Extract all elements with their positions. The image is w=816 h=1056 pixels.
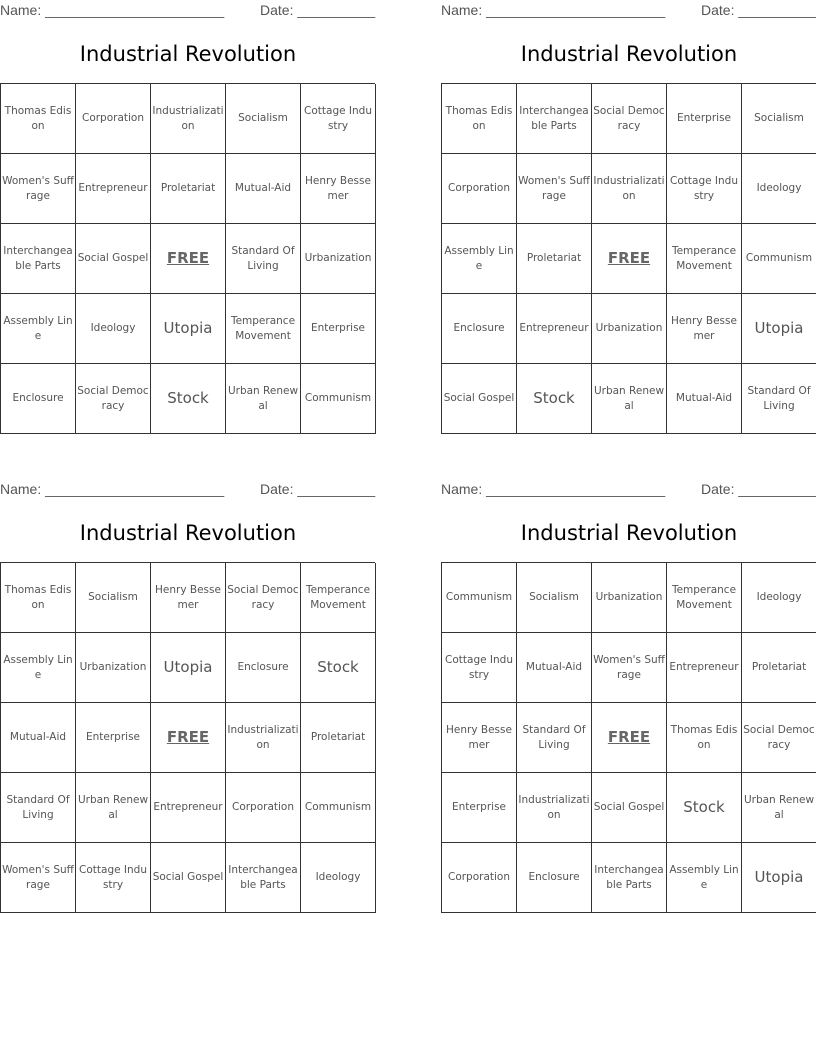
bingo-cell[interactable] (301, 84, 376, 154)
bingo-cell[interactable] (226, 633, 301, 703)
bingo-cell-text: Communism (304, 392, 372, 404)
bingo-cell-text: Thomas Edison (4, 583, 72, 611)
bingo-grid (0, 83, 375, 434)
bingo-cell[interactable] (226, 703, 301, 773)
bingo-cell[interactable] (742, 843, 816, 913)
bingo-cell-text: Industrialization (152, 104, 224, 132)
bingo-cell[interactable] (667, 224, 742, 294)
bingo-cell[interactable] (76, 294, 151, 364)
bingo-cell-text: Mutual-Aid (525, 661, 583, 673)
bingo-cell[interactable] (742, 364, 816, 434)
bingo-cell-text: Communism (445, 591, 513, 603)
bingo-cell[interactable] (442, 773, 517, 843)
bingo-cell[interactable] (76, 84, 151, 154)
bingo-cell-text: Communism (745, 252, 813, 264)
bingo-cell[interactable] (517, 224, 592, 294)
bingo-cell[interactable] (667, 563, 742, 633)
bingo-cell[interactable] (226, 84, 301, 154)
bingo-cell[interactable] (301, 364, 376, 434)
bingo-cell[interactable] (592, 843, 667, 913)
bingo-cell-text: Thomas Edison (670, 723, 738, 751)
bingo-cell[interactable] (592, 154, 667, 224)
bingo-cell[interactable] (517, 563, 592, 633)
bingo-cell[interactable] (301, 154, 376, 224)
name-date-line (441, 481, 816, 499)
bingo-cell-text: Mutual-Aid (9, 731, 67, 743)
bingo-cell-text: Cottage Industry (79, 863, 147, 891)
bingo-cell-text: Socialism (754, 112, 804, 124)
bingo-cell-text: Urban Renewal (227, 384, 299, 412)
bingo-grid (0, 562, 375, 913)
date-field[interactable]: Date: __________ (260, 2, 376, 18)
bingo-cell[interactable] (517, 773, 592, 843)
bingo-cell-text: Entrepreneur (669, 661, 739, 673)
date-field[interactable]: Date: __________ (701, 2, 816, 18)
bingo-cell[interactable] (442, 294, 517, 364)
card-title: Industrial Revolution (79, 42, 297, 66)
bingo-cell[interactable] (442, 633, 517, 703)
bingo-cell[interactable] (667, 294, 742, 364)
bingo-cell-text: Social Gospel (77, 252, 149, 264)
bingo-cell-text: Assembly Line (444, 244, 514, 272)
bingo-cell[interactable] (1, 84, 76, 154)
bingo-cell[interactable] (226, 843, 301, 913)
bingo-cell-text: Enclosure (528, 871, 580, 883)
bingo-cell[interactable] (76, 703, 151, 773)
bingo-cell[interactable] (1, 843, 76, 913)
bingo-cell-text: Interchangeable Parts (228, 863, 298, 891)
bingo-cell[interactable] (742, 224, 816, 294)
bingo-cell[interactable] (667, 84, 742, 154)
bingo-cell-text: Urbanization (304, 252, 372, 264)
bingo-cell-text: Enterprise (85, 731, 140, 743)
bingo-cell[interactable] (592, 773, 667, 843)
bingo-cell-text: Enterprise (310, 322, 365, 334)
bingo-cell-text: Enclosure (453, 322, 505, 334)
bingo-cell-text: Social Democracy (227, 583, 299, 611)
bingo-cell[interactable] (592, 563, 667, 633)
bingo-cell-text: Women's Suffrage (593, 653, 665, 681)
bingo-cell[interactable] (151, 773, 226, 843)
bingo-cell[interactable] (442, 154, 517, 224)
bingo-cell[interactable] (592, 364, 667, 434)
bingo-cell[interactable] (742, 703, 816, 773)
bingo-cell-text: Cottage Industry (670, 174, 738, 202)
bingo-cell[interactable] (442, 84, 517, 154)
bingo-cell[interactable] (76, 633, 151, 703)
bingo-cell-text: Urban Renewal (593, 384, 665, 412)
bingo-cell-text: Enterprise (451, 801, 506, 813)
name-field[interactable]: Name: _______________________ (441, 481, 666, 497)
bingo-cell-text: Enclosure (237, 661, 289, 673)
bingo-cell[interactable] (226, 224, 301, 294)
bingo-cell[interactable] (442, 703, 517, 773)
bingo-cell[interactable] (667, 364, 742, 434)
bingo-cell[interactable] (442, 563, 517, 633)
bingo-cell[interactable] (442, 843, 517, 913)
bingo-cell-text: Stock (317, 658, 359, 676)
bingo-cell-text: Assembly Line (669, 863, 739, 891)
bingo-cell-text: Assembly Line (3, 314, 73, 342)
bingo-cell[interactable] (151, 294, 226, 364)
bingo-cell-text: Social Gospel (152, 871, 224, 883)
bingo-cell-text: Assembly Line (3, 653, 73, 681)
bingo-cell[interactable] (76, 224, 151, 294)
bingo-cell[interactable] (517, 633, 592, 703)
bingo-cell-text: Henry Bessemer (446, 723, 512, 751)
bingo-cell-text: Cottage Industry (304, 104, 372, 132)
date-field[interactable]: Date: __________ (701, 481, 816, 497)
bingo-cell-text: Socialism (529, 591, 579, 603)
bingo-cell[interactable] (151, 633, 226, 703)
bingo-cell[interactable] (1, 703, 76, 773)
bingo-cell-text: FREE (166, 249, 210, 267)
bingo-cell-text: Urbanization (79, 661, 147, 673)
bingo-cell-text: Stock (683, 798, 725, 816)
bingo-cell[interactable] (301, 843, 376, 913)
bingo-cell[interactable] (151, 154, 226, 224)
bingo-cell[interactable] (742, 633, 816, 703)
bingo-cell[interactable] (667, 773, 742, 843)
name-date-line (0, 481, 376, 499)
bingo-cell-text: Proletariat (160, 182, 216, 194)
bingo-cell[interactable] (76, 154, 151, 224)
bingo-cell-text: Industrialization (593, 174, 665, 202)
bingo-cell-text: Social Gospel (443, 392, 515, 404)
bingo-cell-text: Urbanization (595, 591, 663, 603)
bingo-cell[interactable] (1, 633, 76, 703)
bingo-cell-text: Socialism (238, 112, 288, 124)
bingo-cell-text: Thomas Edison (4, 104, 72, 132)
bingo-cell[interactable] (226, 773, 301, 843)
bingo-cell-text: Ideology (756, 591, 802, 603)
free-space-cell[interactable] (592, 224, 667, 294)
bingo-cell-text: Urban Renewal (77, 793, 149, 821)
bingo-cell-text: Utopia (163, 658, 213, 676)
bingo-cell[interactable] (742, 84, 816, 154)
bingo-cell-text: Mutual-Aid (234, 182, 292, 194)
bingo-cell-text: Interchangeable Parts (594, 863, 664, 891)
bingo-cell-text: Temperance Movement (305, 583, 371, 611)
date-field[interactable]: Date: __________ (260, 481, 376, 497)
bingo-cell-text: Henry Bessemer (155, 583, 221, 611)
bingo-cell[interactable] (517, 843, 592, 913)
bingo-cell-text: FREE (166, 728, 210, 746)
free-space-cell[interactable] (592, 703, 667, 773)
bingo-cell[interactable] (151, 84, 226, 154)
bingo-cell[interactable] (151, 364, 226, 434)
bingo-cell[interactable] (592, 84, 667, 154)
bingo-cell-text: Industrialization (518, 793, 590, 821)
bingo-cell[interactable] (76, 773, 151, 843)
bingo-cell[interactable] (667, 633, 742, 703)
bingo-cell[interactable] (151, 563, 226, 633)
bingo-cell[interactable] (226, 154, 301, 224)
bingo-cell[interactable] (301, 224, 376, 294)
name-date-line (0, 2, 376, 20)
bingo-cell-text: Corporation (447, 182, 511, 194)
bingo-cell[interactable] (667, 703, 742, 773)
bingo-grid (441, 562, 816, 913)
bingo-cell-text: Standard Of Living (231, 244, 295, 272)
bingo-cell[interactable] (76, 843, 151, 913)
bingo-cell-text: Henry Bessemer (671, 314, 737, 342)
bingo-cell[interactable] (1, 364, 76, 434)
bingo-cell[interactable] (301, 294, 376, 364)
bingo-cell-text: Enclosure (12, 392, 64, 404)
bingo-cell-text: Communism (304, 801, 372, 813)
bingo-cell-text: FREE (607, 728, 651, 746)
bingo-cell[interactable] (1, 294, 76, 364)
bingo-cell-text: Corporation (231, 801, 295, 813)
bingo-cell-text: Entrepreneur (519, 322, 589, 334)
bingo-cell[interactable] (1, 773, 76, 843)
bingo-cell-text: Mutual-Aid (675, 392, 733, 404)
card-title: Industrial Revolution (520, 521, 738, 545)
bingo-cell[interactable] (226, 364, 301, 434)
bingo-cell-text: Standard Of Living (6, 793, 70, 821)
bingo-cell[interactable] (667, 154, 742, 224)
bingo-cell-text: Social Democracy (77, 384, 149, 412)
bingo-cell-text: Social Democracy (593, 104, 665, 132)
bingo-cell[interactable] (301, 633, 376, 703)
bingo-cell-text: Cottage Industry (445, 653, 513, 681)
bingo-cell[interactable] (742, 154, 816, 224)
bingo-cell-text: Urban Renewal (743, 793, 815, 821)
bingo-cell-text: Socialism (88, 591, 138, 603)
bingo-cell[interactable] (592, 633, 667, 703)
bingo-cell-text: Temperance Movement (671, 244, 737, 272)
bingo-cell-text: Temperance Movement (230, 314, 296, 342)
bingo-cell-text: Stock (533, 389, 575, 407)
name-field[interactable]: Name: _______________________ (0, 481, 225, 497)
bingo-cell[interactable] (76, 563, 151, 633)
bingo-cell-text: Entrepreneur (78, 182, 148, 194)
bingo-cell-text: Proletariat (751, 661, 807, 673)
bingo-cell-text: Ideology (315, 871, 361, 883)
bingo-cell[interactable] (76, 364, 151, 434)
bingo-cell[interactable] (517, 294, 592, 364)
name-field[interactable]: Name: _______________________ (0, 2, 225, 18)
bingo-cell-text: Entrepreneur (153, 801, 223, 813)
bingo-cell-text: Women's Suffrage (518, 174, 590, 202)
bingo-cell-text: Interchangeable Parts (519, 104, 589, 132)
bingo-cell[interactable] (517, 84, 592, 154)
bingo-cell-text: Ideology (756, 182, 802, 194)
bingo-cell-text: Stock (167, 389, 209, 407)
bingo-cell-text: Enterprise (676, 112, 731, 124)
bingo-cell[interactable] (517, 364, 592, 434)
bingo-cell-text: Temperance Movement (671, 583, 737, 611)
bingo-cell-text: Urbanization (595, 322, 663, 334)
bingo-grid (441, 83, 816, 434)
bingo-cell[interactable] (667, 843, 742, 913)
bingo-cell-text: Standard Of Living (747, 384, 811, 412)
bingo-cell-text: Social Democracy (743, 723, 815, 751)
bingo-cell-text: Thomas Edison (445, 104, 513, 132)
bingo-cell[interactable] (1, 563, 76, 633)
bingo-cell[interactable] (742, 563, 816, 633)
bingo-cell-text: Ideology (90, 322, 136, 334)
name-field[interactable]: Name: _______________________ (441, 2, 666, 18)
bingo-cell[interactable] (1, 154, 76, 224)
bingo-cell[interactable] (301, 703, 376, 773)
bingo-cell[interactable] (442, 224, 517, 294)
bingo-cell-text: Utopia (754, 868, 804, 886)
bingo-cell-text: Industrialization (227, 723, 299, 751)
bingo-cell-text: Standard Of Living (522, 723, 586, 751)
card-title: Industrial Revolution (79, 521, 297, 545)
bingo-cell-text: Corporation (447, 871, 511, 883)
bingo-cell-text: Social Gospel (593, 801, 665, 813)
bingo-cell[interactable] (151, 843, 226, 913)
bingo-cell[interactable] (226, 563, 301, 633)
card-title: Industrial Revolution (520, 42, 738, 66)
bingo-cell[interactable] (301, 563, 376, 633)
bingo-cell[interactable] (226, 294, 301, 364)
bingo-cell[interactable] (517, 154, 592, 224)
bingo-cell[interactable] (517, 703, 592, 773)
bingo-cell[interactable] (742, 294, 816, 364)
bingo-cell-text: Henry Bessemer (305, 174, 371, 202)
bingo-cell-text: Utopia (163, 319, 213, 337)
bingo-cell-text: Proletariat (526, 252, 582, 264)
bingo-cell-text: FREE (607, 249, 651, 267)
free-space-cell[interactable] (151, 703, 226, 773)
bingo-cell[interactable] (592, 294, 667, 364)
bingo-cell-text: Proletariat (310, 731, 366, 743)
bingo-cell[interactable] (301, 773, 376, 843)
bingo-cell[interactable] (1, 224, 76, 294)
bingo-cell[interactable] (742, 773, 816, 843)
name-date-line (441, 2, 816, 20)
bingo-cell-text: Women's Suffrage (2, 174, 74, 202)
free-space-cell[interactable] (151, 224, 226, 294)
bingo-cell-text: Utopia (754, 319, 804, 337)
bingo-cell-text: Women's Suffrage (2, 863, 74, 891)
bingo-cell-text: Corporation (81, 112, 145, 124)
bingo-cell[interactable] (442, 364, 517, 434)
bingo-cell-text: Interchangeable Parts (3, 244, 73, 272)
